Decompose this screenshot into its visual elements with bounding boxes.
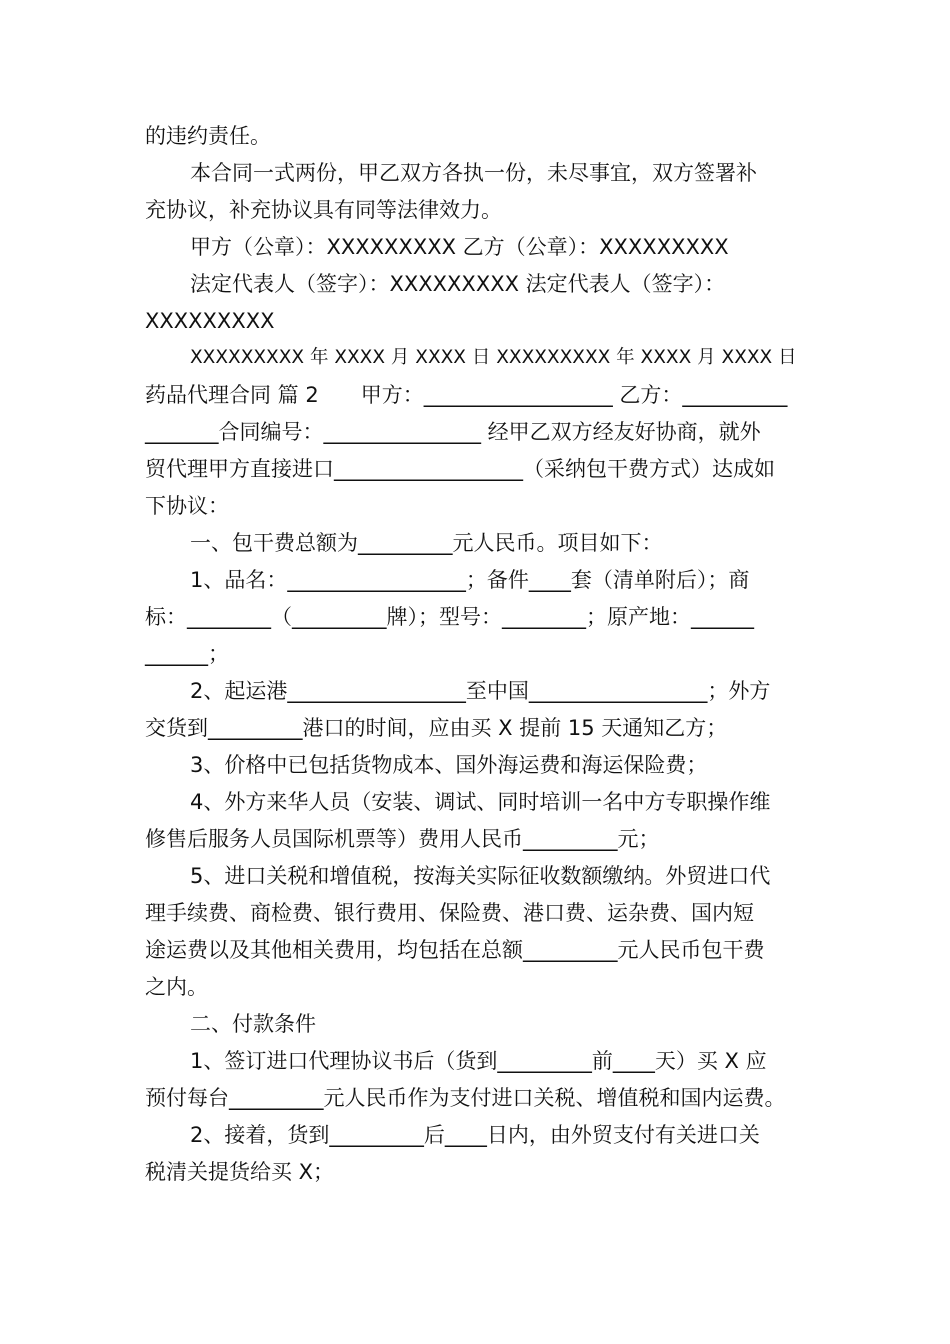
text-line: 预付每台_________元人民币作为支付进口关税、增值税和国内运费。 bbox=[145, 1086, 786, 1110]
text-line: 下协议： bbox=[145, 494, 229, 518]
text-line: 贸代理甲方直接进口__________________（采纳包干费方式）达成如 bbox=[145, 457, 775, 481]
text-line: 一、包干费总额为_________元人民币。项目如下： bbox=[190, 531, 663, 555]
text-line: ______； bbox=[145, 642, 229, 666]
text-line: 税清关提货给买 X； bbox=[145, 1160, 335, 1184]
text-line: 法定代表人（签字）：XXXXXXXXX 法定代表人（签字）： bbox=[190, 272, 726, 296]
text-line: 途运费以及其他相关费用，均包括在总额_________元人民币包干费 bbox=[145, 938, 765, 962]
text-line: 修售后服务人员国际机票等）费用人民币_________元； bbox=[145, 827, 660, 851]
text-line: XXXXXXXXX 年 XXXX 月 XXXX 日 XXXXXXXXX 年 XXXX 月 XXXX 日 bbox=[190, 347, 797, 368]
text-line: 之内。 bbox=[145, 975, 208, 999]
text-line: 理手续费、商检费、银行费用、保险费、港口费、运杂费、国内短 bbox=[145, 901, 754, 925]
text-line: _______合同编号：_______________ 经甲乙双方经友好协商，就外 bbox=[145, 420, 761, 444]
text-line: 5、进口关税和增值税，按海关实际征收数额缴纳。外贸进口代 bbox=[190, 864, 771, 888]
text-line: 的违约责任。 bbox=[145, 124, 271, 148]
text-line: 3、价格中已包括货物成本、国外海运费和海运保险费； bbox=[190, 753, 708, 777]
text-line: 标：________（_________牌）；型号：________；原产地：______ bbox=[145, 605, 754, 629]
text-line: 二、付款条件 bbox=[190, 1012, 316, 1036]
text-line: 充协议，补充协议具有同等法律效力。 bbox=[145, 198, 502, 222]
text-line: 药品代理合同 篇 2 甲方：__________________ 乙方：__________ bbox=[145, 383, 788, 407]
text-line: 2、起运港_________________至中国_________________；外方 bbox=[190, 679, 771, 703]
text-line: 甲方（公章）：XXXXXXXXX 乙方（公章）：XXXXXXXXX bbox=[190, 235, 729, 259]
text-line: 交货到_________港口的时间，应由买 X 提前 15 天通知乙方； bbox=[145, 716, 728, 740]
text-line: XXXXXXXXX bbox=[145, 309, 275, 333]
text-line: 1、签订进口代理协议书后（货到_________前____天）买 X 应 bbox=[190, 1049, 767, 1073]
text-line: 1、品名：_________________；备件____套（清单附后）；商 bbox=[190, 568, 750, 592]
text-line: 4、外方来华人员（安装、调试、同时培训一名中方专职操作维 bbox=[190, 790, 771, 814]
text-line: 2、接着，货到_________后____日内，由外贸支付有关进口关 bbox=[190, 1123, 760, 1147]
text-line: 本合同一式两份，甲乙双方各执一份，未尽事宜，双方签署补 bbox=[190, 161, 757, 185]
